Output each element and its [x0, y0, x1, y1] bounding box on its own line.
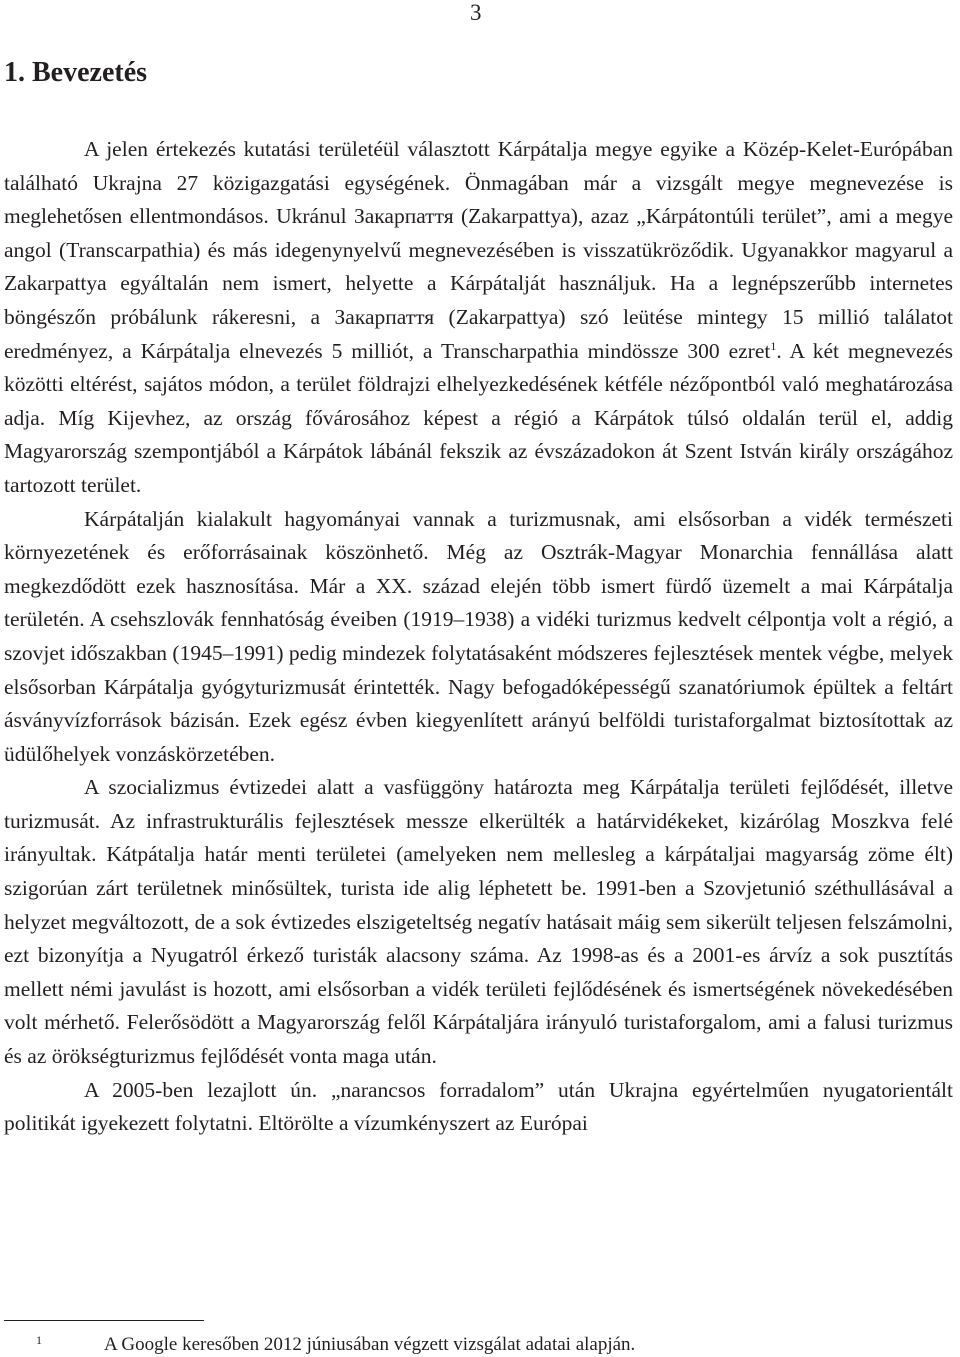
paragraph-2: Kárpátalján kialakult hagyományai vannak a turizmusnak, ami elsősorban a vidék természeti környezetének és erőforrásainak köszönhető. Még az Osztrák-Magyar Monarchia fennállása alatt megkezdődött ezek hasznosítása. Már a XX. század elején több ismert fürdő üzemelt a mai Kárpátalja területén. A csehszlovák fennhatóság éveiben (1919–1938) a vidéki turizmus kedvelt célpontja volt a régió, a szovjet időszakban (1945–1991) pedig mindezek folytatásaként módszeres fejlesztések mentek végbe, melyek elsősorban Kárpátalja gyógyturizmusát érintették. Nagy befogadóképességű szanatóriumok épültek a feltárt ásványvízforrások bázisán. Ezek egész évben kiegyenlített arányú belföldi turistaforgalmat biztosítottak az üdülőhelyek vonzáskörzetében. [4, 506, 953, 766]
paragraph-3: A szocializmus évtizedei alatt a vasfüggöny határozta meg Kárpátalja területi fejlődését, illetve turizmusát. Az infrastrukturális fejlesztések messze elkerülték a határvidékeket, kizárólag Moszkva felé irányultak. Kátpátalja határ menti területei (amelyeken nem mellesleg a kárpátaljai magyarság zöme élt) szigorúan zárt területnek minősültek, turista ide alig léphetett be. 1991-ben a Szovjetunió széthullásával a helyzet megváltozott, de a sok évtizedes elszigeteltség negatív hatásait máig sem sikerült teljesen felszámolni, ezt bizonyítja a Nyugatról érkező turisták alacsony száma. Az 1998-as és a 2001-es árvíz a sok pusztítás mellett némi javulást is hozott, ami elsősorban a vidék területi fejlődésének és ismertségének növekedésében volt mérhető. Felerősödött a Magyarország felől Kárpátaljára irányuló turistaforgalom, ami a falusi turizmus és az örökségturizmus fejlődését vonta maga után. [4, 775, 953, 1069]
footnote-reference[interactable]: 1 [770, 338, 777, 353]
paragraph-4: A 2005-ben lezajlott ún. „narancsos forradalom” után Ukrajna egyértelműen nyugatorientált politikát igyekezett folytatni. Eltörölte a vízumkényszert az Európai [4, 1077, 953, 1136]
paragraph-1-text-cont: . A két megnevezés közötti eltérést, sajátos módon, a terület földrajzi elhelyezkedésének kétféle nézőpontból való meghatározása adja. Míg Kijevhez, az ország fővárosához képest a régió a Kárpátok túlsó oldalán terül el, addig Magyarország szempontjából a Kárpátok lábánál fekszik az évszázadokon át Szent István király országához tartozott terület. [4, 338, 954, 497]
body-text [4, 133, 953, 1141]
paragraph-1 [4, 133, 953, 503]
footnote-number: 1 [36, 1333, 42, 1347]
footnote [4, 1328, 953, 1357]
footnote-divider [4, 1320, 204, 1321]
paragraph-1-text: A jelen értekezés kutatási területéül választott Kárpátalja megye egyike a Közép-Kelet-Európában található Ukrajna 27 közigazgatási egységének. Önmagában már a vizsgált megye megnevezése is meglehetősen ellentmondásos. Ukránul Закарпаття (Zakarpattya), azaz „Kárpátontúli terület”, ami a megye angol (Transcarpathia) és más idegenynyelvű megnevezésében is visszatükröződik. Ugyanakkor magyarul a Zakarpattya egyáltalán nem ismert, helyette a Kárpátalját használjuk. Ha a legnépszerűbb internetes böngészőn próbálunk rákeresni, a Закарпаття (Zakarpattya) szó leütése mintegy 15 millió találatot eredményez, a Kárpátalja elnevezés 5 milliót, a Transcharpathia mindössze 300 ezret [4, 137, 953, 363]
chapter-heading: 1. Bevezetés [4, 57, 148, 88]
page-number: 3 [470, 0, 482, 25]
footnote-text: A Google keresőben 2012 júniusában végzett vizsgálat adatai alapján. [104, 1334, 636, 1355]
